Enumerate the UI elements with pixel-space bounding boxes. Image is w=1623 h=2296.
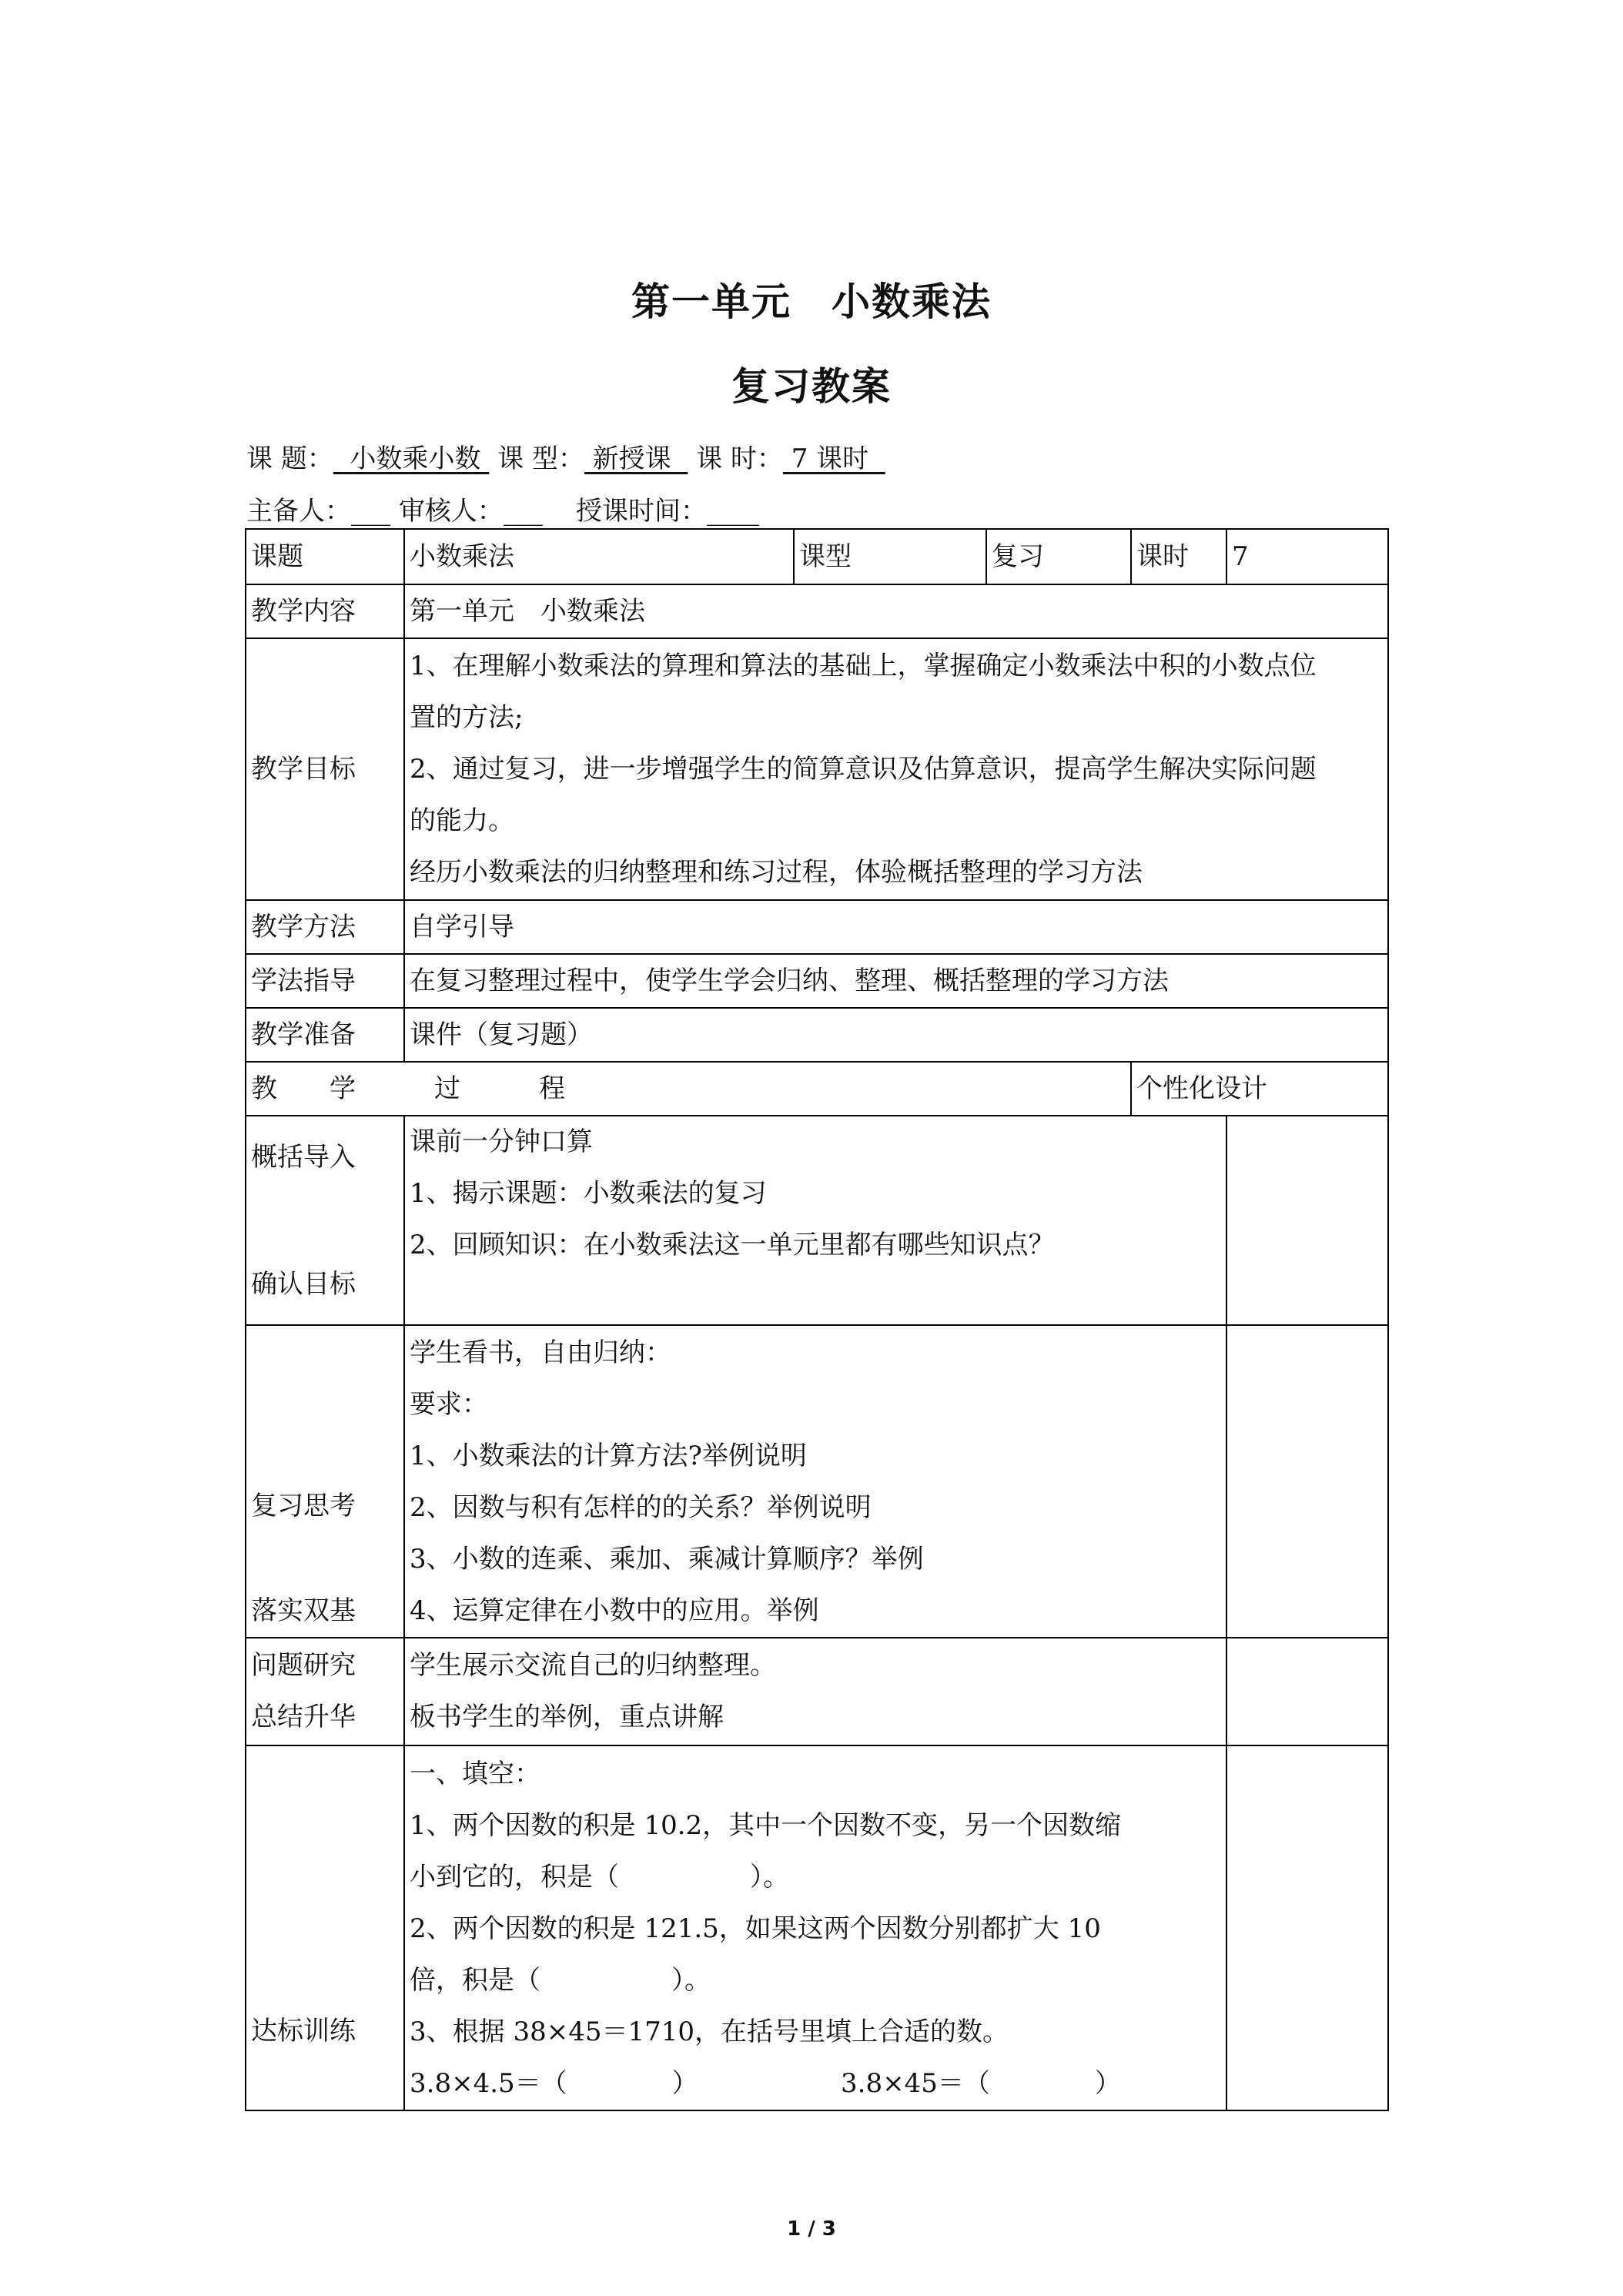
process-header-side: 个性化设计 <box>1131 1062 1388 1116</box>
intro-side <box>1226 1116 1388 1325</box>
lesson-plan-table <box>245 528 1389 2111</box>
intro-label-top: 概括导入 <box>251 1141 356 1173</box>
page-subtitle: 复习教案 <box>731 364 892 409</box>
prep-value: 课件（复习题） <box>404 1008 1388 1062</box>
review-line: 要求： <box>410 1389 488 1420</box>
preparer-value: ___ <box>351 496 390 527</box>
time-label: 授课时间： <box>576 496 708 527</box>
row-intro <box>246 1116 1388 1325</box>
review-line: 1、小数乘法的计算方法?举例说明 <box>410 1441 807 1471</box>
training-line: 3、根据 38×45＝1710，在括号里填上合适的数。 <box>410 2017 1009 2047</box>
hours-value-cell: 7 <box>1226 529 1388 584</box>
method-value: 自学引导 <box>404 900 1388 954</box>
training-line: 2、两个因数的积是 121.5，如果这两个因数分别都扩大 10 <box>410 1913 1101 1944</box>
review-line: 2、因数与积有怎样的的关系？举例说明 <box>410 1492 872 1523</box>
row-process-header <box>246 1062 1388 1116</box>
meta-line-1 <box>246 437 885 475</box>
hours-label-cell: 课时 <box>1131 529 1226 584</box>
training-line: 倍，积是（ ）。 <box>410 1965 711 1996</box>
guide-label: 学法指导 <box>246 954 404 1008</box>
research-line: 学生展示交流自己的归纳整理。 <box>410 1650 776 1681</box>
prep-label: 教学准备 <box>246 1008 404 1062</box>
content-value: 第一单元 小数乘法 <box>404 584 1388 638</box>
review-line: 学生看书，自由归纳： <box>410 1337 671 1368</box>
research-label <box>246 1638 404 1745</box>
guide-value: 在复习整理过程中，使学生学会归纳、整理、概括整理的学习方法 <box>404 954 1388 1008</box>
type-label: 课 型： <box>497 443 584 474</box>
topic-value: 小数乘小数 <box>333 443 490 474</box>
intro-line: 2、回顾知识：在小数乘法这一单元里都有哪些知识点？ <box>410 1230 1055 1260</box>
topic-value-cell: 小数乘法 <box>404 529 794 584</box>
review-content <box>404 1325 1226 1638</box>
training-side <box>1226 1745 1388 2110</box>
research-line: 板书学生的举例，重点讲解 <box>410 1702 724 1732</box>
research-content <box>404 1638 1226 1745</box>
review-label <box>246 1325 404 1638</box>
review-side <box>1226 1325 1388 1638</box>
method-label: 教学方法 <box>246 900 404 954</box>
training-line: 一、填空： <box>410 1759 540 1789</box>
row-topic <box>246 529 1388 584</box>
training-line: 小到它的，积是（ ）。 <box>410 1862 789 1893</box>
goals-label: 教学目标 <box>246 638 404 900</box>
review-line: 4、运算定律在小数中的应用。举例 <box>410 1595 819 1626</box>
row-review <box>246 1325 1388 1638</box>
goals-content <box>404 638 1388 900</box>
intro-line: 1、揭示课题：小数乘法的复习 <box>410 1178 767 1209</box>
row-content <box>246 584 1388 638</box>
content-label: 教学内容 <box>246 584 404 638</box>
reviewer-value: ___ <box>503 496 543 527</box>
row-training <box>246 1745 1388 2110</box>
review-line: 3、小数的连乘、乘加、乘减计算顺序？举例 <box>410 1544 924 1575</box>
type-label-cell: 课型 <box>794 529 986 584</box>
row-research <box>246 1638 1388 1745</box>
intro-label <box>246 1116 404 1325</box>
intro-content <box>404 1116 1226 1325</box>
reviewer-label: 审核人： <box>398 496 504 527</box>
hours-value: 7 课时 <box>782 443 885 474</box>
topic-label: 课 题： <box>246 443 333 474</box>
page-title: 第一单元 小数乘法 <box>631 279 992 324</box>
training-equations <box>410 2058 1221 2110</box>
training-content <box>404 1745 1226 2110</box>
review-label-bottom: 落实双基 <box>251 1595 356 1626</box>
goal-line: 置的方法; <box>410 701 524 733</box>
topic-label-cell: 课题 <box>246 529 404 584</box>
training-line: 1、两个因数的积是 10.2，其中一个因数不变，另一个因数缩 <box>410 1810 1122 1841</box>
row-prep <box>246 1008 1388 1062</box>
research-label-bottom: 总结升华 <box>251 1702 356 1732</box>
meta-line-2 <box>246 490 759 527</box>
equation-1: 3.8×4.5＝（ ） <box>410 2068 698 2099</box>
process-header-label: 教 学 过 程 <box>246 1062 1131 1116</box>
row-guide <box>246 954 1388 1008</box>
hours-label: 课 时： <box>696 443 783 474</box>
training-label: 达标训练 <box>246 1745 404 2110</box>
intro-line: 课前一分钟口算 <box>410 1126 593 1157</box>
type-value-cell: 复习 <box>986 529 1131 584</box>
goal-line: 2、通过复习，进一步增强学生的简算意识及估算意识，提高学生解决实际问题 <box>410 753 1317 785</box>
goal-line: 经历小数乘法的归纳整理和练习过程，体验概括整理的学习方法 <box>410 856 1143 888</box>
page-number: 1 / 3 <box>787 2217 836 2241</box>
preparer-label: 主备人： <box>246 496 351 527</box>
type-value: 新授课 <box>584 443 688 474</box>
row-method <box>246 900 1388 954</box>
goal-line: 的能力。 <box>410 805 514 836</box>
row-goals <box>246 638 1388 900</box>
equation-2: 3.8×45＝（ ） <box>841 2068 1121 2099</box>
time-value: ____ <box>707 496 760 527</box>
intro-label-bottom: 确认目标 <box>251 1268 356 1300</box>
research-label-top: 问题研究 <box>251 1650 356 1681</box>
goal-line: 1、在理解小数乘法的算理和算法的基础上，掌握确定小数乘法中积的小数点位 <box>410 650 1317 681</box>
review-label-top: 复习思考 <box>251 1491 356 1521</box>
research-side <box>1226 1638 1388 1745</box>
